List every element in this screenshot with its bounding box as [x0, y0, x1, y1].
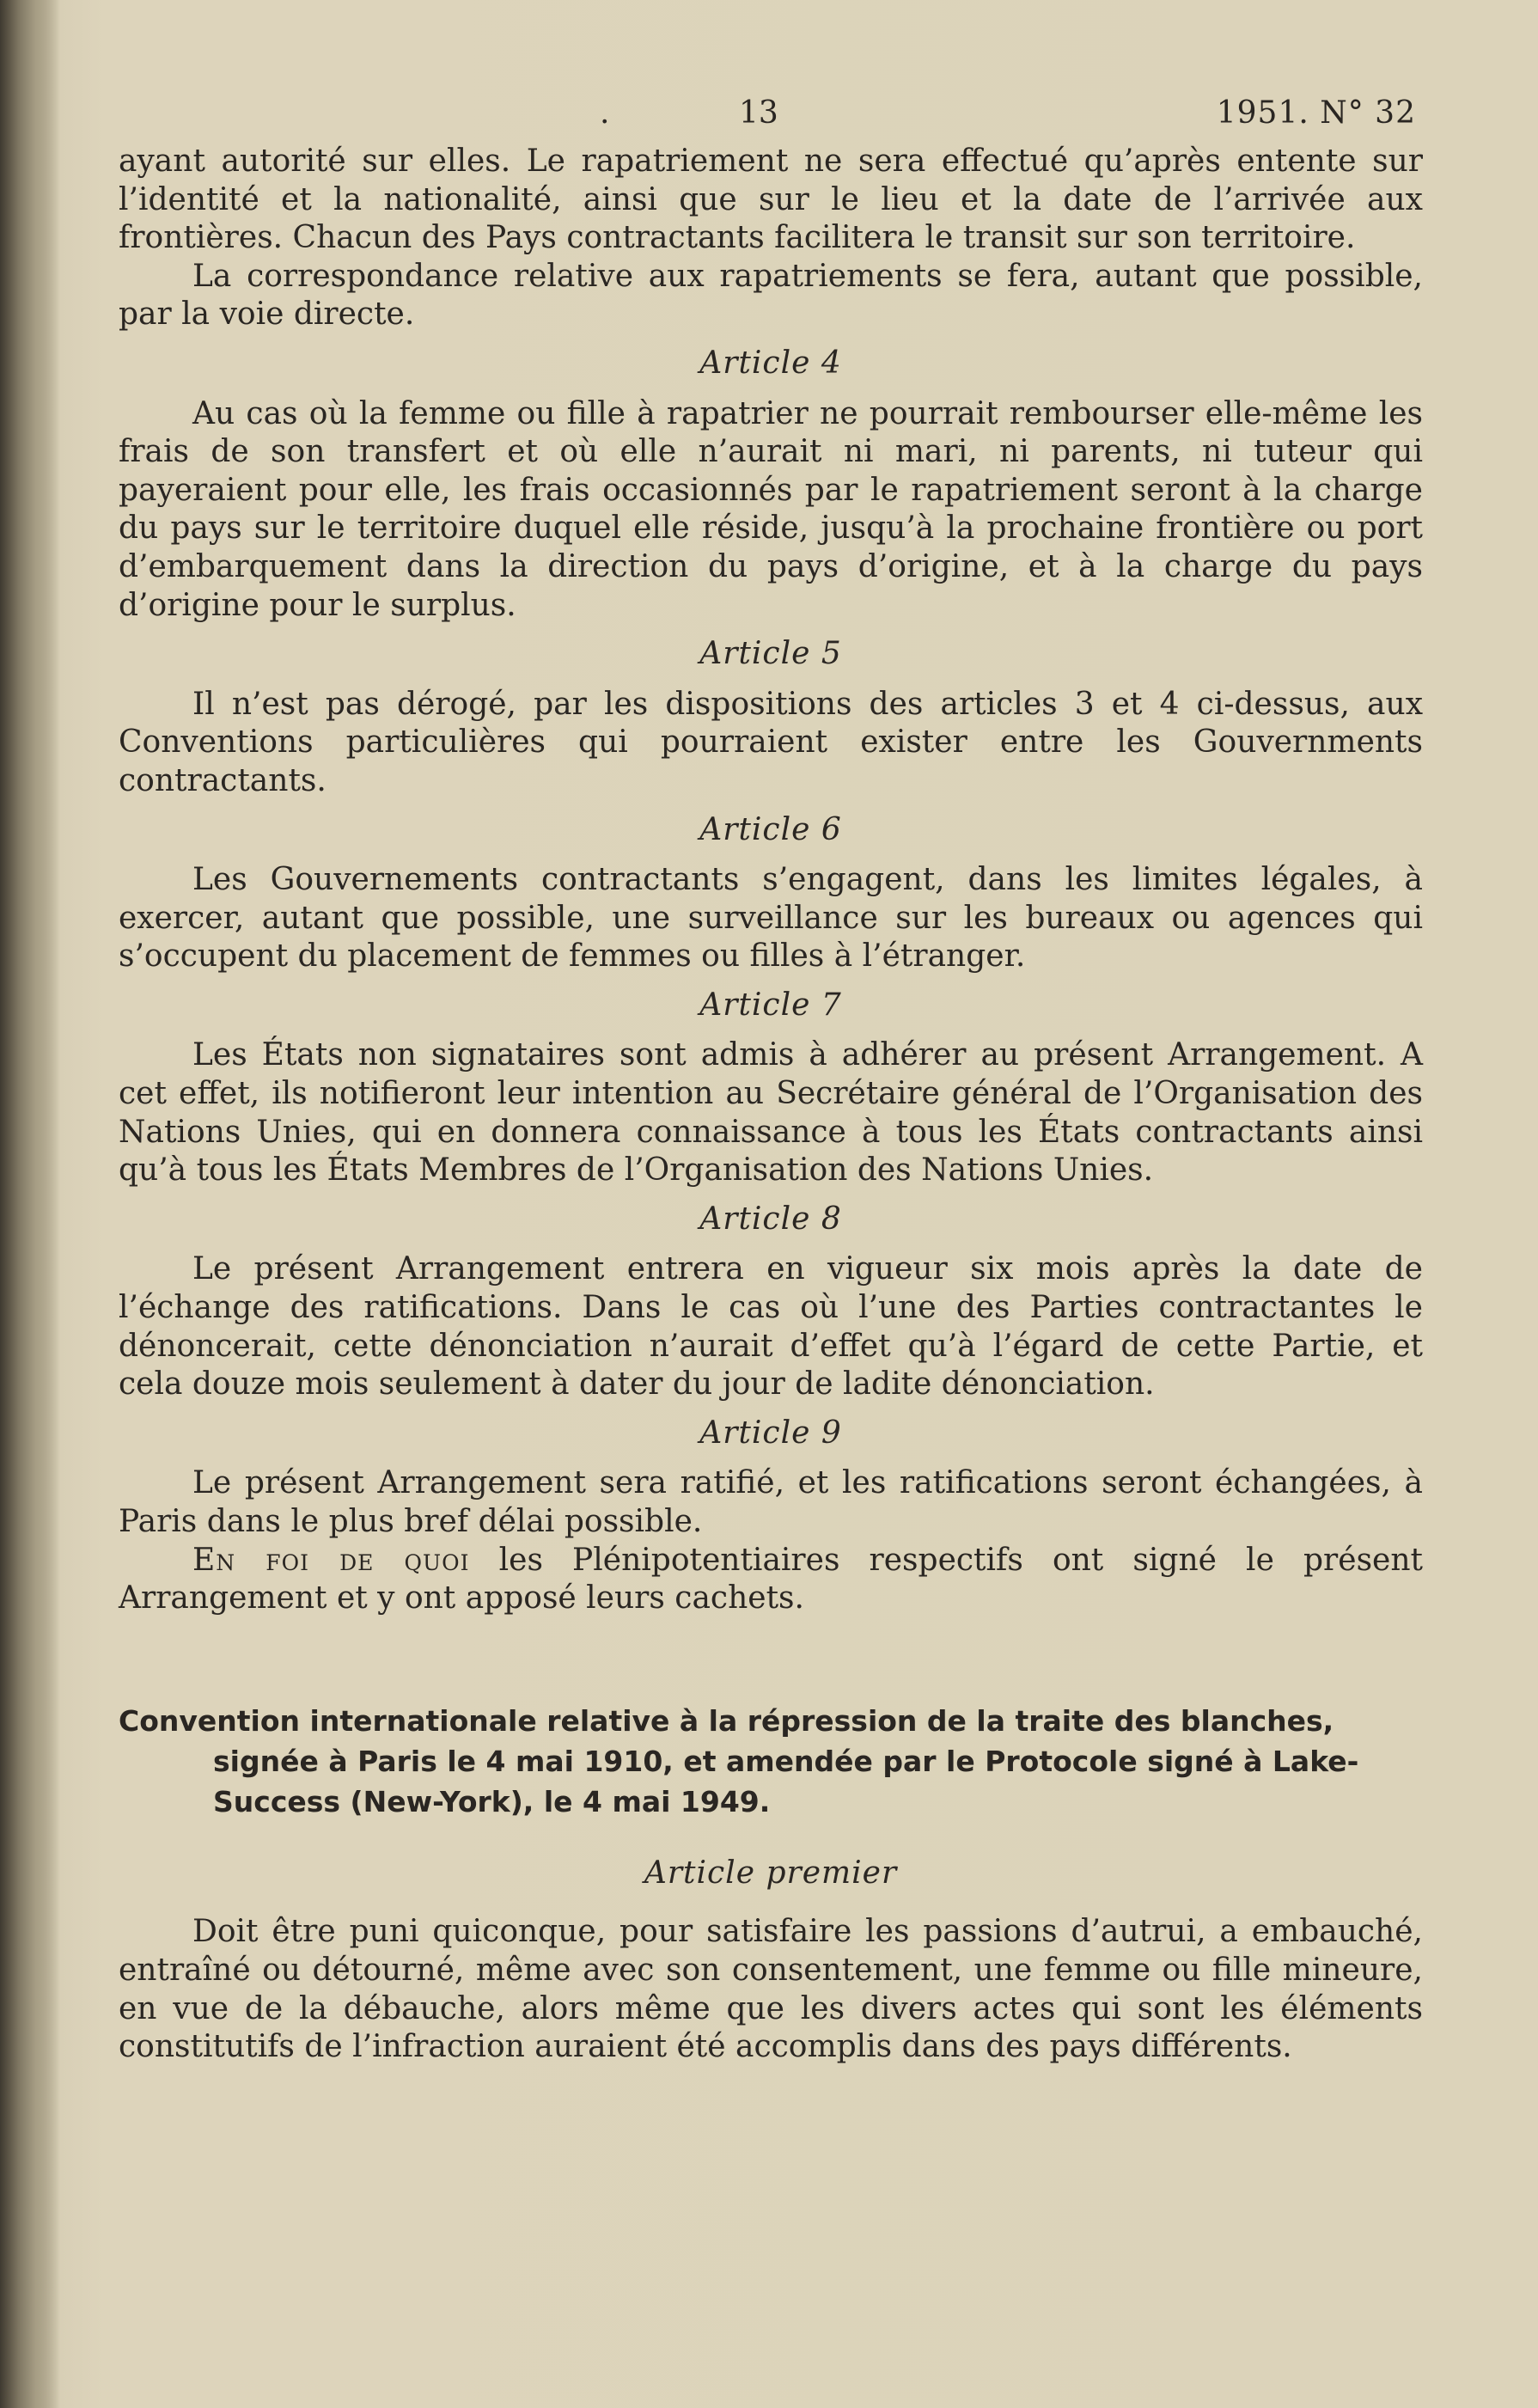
document-reference: 1951. N° 32 — [1216, 95, 1416, 131]
article-4-text: Au cas où la femme ou fille à rapatrier ne pourrait rembourser elle-même les frais de son transfert et où elle n’aurait ni mari, ni parents, ni tuteur qui payeraient pour elle, les frais occasionnés par le rapatriement seront à la charge du pays sur le territoire duquel elle réside, jusqu’à la prochaine frontière ou port d’embarquement dans la direction du pays d’origine, et à la charge du pays d’origine pour le surplus. — [119, 395, 1423, 623]
book-gutter-shadow — [0, 0, 60, 2408]
page-text — [119, 83, 1423, 2067]
article-4-heading: Article 4 — [699, 345, 842, 381]
header-dot: . — [600, 95, 610, 131]
article-premier-heading: Article premier — [644, 1855, 898, 1891]
article-8-text: Le présent Arrangement entrera en vigueur six mois après la date de l’échange des ratifications. Dans le cas où l’une des Parties contractantes le dénoncerait, cette dénonciation n’aurait d’effet qu’à l’égard de cette Partie, et cela douze mois seulement à dater du jour de ladite dénonciation. — [119, 1251, 1423, 1403]
article-premier-text: Doit être puni quiconque, pour satisfaire les passions d’autrui, a embauché, entraîné ou détourné, même avec son consentement, une femme ou fille mineure, en vue de la débauche, alors même que les divers actes qui sont les éléments constitutifs de l’infraction auraient été accomplis dans des pays différents. — [119, 1914, 1423, 2065]
article-5-heading: Article 5 — [699, 636, 842, 672]
article-7-text: Les États non signataires sont admis à adhérer au présent Arrangement. A cet effet, ils notifieront leur intention au Secrétaire général de l’Organisation des Nations Unies, qui en donnera connaissance à tous les États contractants ainsi qu’à tous les États Membres de l’Organisation des Nations Unies. — [119, 1037, 1423, 1189]
article-5-text: Il n’est pas dérogé, par les dispositions des articles 3 et 4 ci-dessus, aux Conventions particulières qui pourraient exister entre les Gouvernments contractants. — [119, 686, 1423, 798]
paragraph-continued: ayant autorité sur elles. Le rapatriement ne sera effectué qu’après entente sur l’identité et la nationalité, ainsi que sur le lieu et la date de l’arrivée aux frontières. Chacun des Pays contractants facilitera le transit sur son territoire. — [119, 144, 1423, 256]
closing-formula-rest: les Plénipotentiaires respectifs ont signé le présent Arrangement et y ont apposé leurs cachets. — [119, 1542, 1423, 1617]
article-7-heading: Article 7 — [699, 987, 842, 1023]
article-6-heading: Article 6 — [699, 811, 842, 847]
convention-title: Convention internationale relative à la répression de la traite des blanches, signée à Paris le 4 mai 1910, et amendée par le Protocole signé à Lake-Success (New-York), le 4 mai 1949. — [119, 1703, 1359, 1818]
page-number: 13 — [739, 95, 778, 131]
closing-formula-lead: En foi de quoi — [192, 1542, 470, 1578]
closing-formula — [119, 1542, 1423, 1618]
running-header — [119, 83, 1423, 143]
paragraph-correspondance: La correspondance relative aux rapatriements se fera, autant que possible, par la voie directe. — [119, 258, 1423, 333]
article-8-heading: Article 8 — [699, 1201, 842, 1237]
article-9-text: Le présent Arrangement sera ratifié, et les ratifications seront échangées, à Paris dans le plus bref délai possible. — [119, 1465, 1423, 1539]
article-9-heading: Article 9 — [699, 1415, 842, 1451]
article-6-text: Les Gouvernements contractants s’engagent, dans les limites légales, à exercer, autant que possible, une surveillance sur les bureaux ou agences qui s’occupent du placement de femmes ou filles à l’étranger. — [119, 862, 1423, 975]
